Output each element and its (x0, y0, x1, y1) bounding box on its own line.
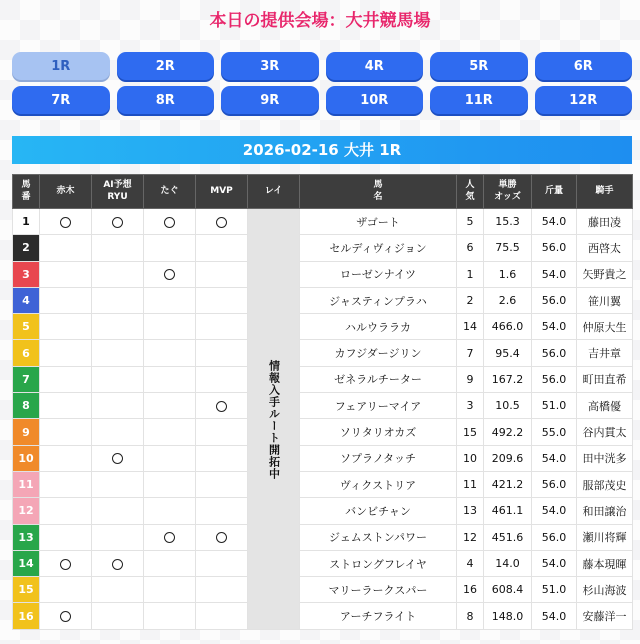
win-odds: 95.4 (484, 340, 532, 366)
popularity: 4 (457, 550, 484, 576)
circle-mark-icon (112, 559, 123, 570)
win-odds: 421.2 (484, 471, 532, 497)
win-odds: 148.0 (484, 603, 532, 629)
horse-name: ザゴート (300, 209, 457, 235)
col-header-horse: 馬 名 (300, 175, 457, 209)
popularity: 13 (457, 498, 484, 524)
col-header-mvp: MVP (196, 175, 248, 209)
horse-number: 10 (13, 445, 40, 471)
jockey-name: 谷内貫太 (577, 419, 633, 445)
horse-name: カフジダージリン (300, 340, 457, 366)
win-odds: 2.6 (484, 287, 532, 313)
race-button-2r[interactable]: 2R (117, 52, 215, 80)
popularity: 7 (457, 340, 484, 366)
table-row (13, 471, 633, 497)
rei-note: 情報入手ルート開拓中 (248, 209, 300, 630)
race-row (12, 86, 632, 114)
circle-mark-icon (112, 453, 123, 464)
mark-tagu (144, 261, 196, 287)
circle-mark-icon (60, 559, 71, 570)
race-button-10r[interactable]: 10R (326, 86, 424, 114)
weight: 54.0 (532, 603, 577, 629)
mark-akagi (40, 419, 92, 445)
col-header-jockey: 騎手 (577, 175, 633, 209)
jockey-name: 瀬川将輝 (577, 524, 633, 550)
mark-ai (92, 445, 144, 471)
race-button-9r[interactable]: 9R (221, 86, 319, 114)
horse-number: 6 (13, 340, 40, 366)
win-odds: 75.5 (484, 235, 532, 261)
table-row (13, 287, 633, 313)
horse-name: ジェムストンパワー (300, 524, 457, 550)
jockey-name: 矢野貴之 (577, 261, 633, 287)
race-button-8r[interactable]: 8R (117, 86, 215, 114)
weight: 51.0 (532, 577, 577, 603)
popularity: 10 (457, 445, 484, 471)
race-button-5r[interactable]: 5R (430, 52, 528, 80)
horse-number: 2 (13, 235, 40, 261)
popularity: 8 (457, 603, 484, 629)
popularity: 6 (457, 235, 484, 261)
venue-title: 本日の提供会場：大井競馬場 (209, 11, 431, 31)
mark-ai (92, 419, 144, 445)
col-header-ai: AI予想 RYU (92, 175, 144, 209)
mark-ai (92, 524, 144, 550)
mark-tagu (144, 366, 196, 392)
mark-mvp (196, 524, 248, 550)
mark-ai (92, 498, 144, 524)
mark-tagu (144, 340, 196, 366)
circle-mark-icon (112, 217, 123, 228)
table-row (13, 419, 633, 445)
popularity: 14 (457, 314, 484, 340)
weight: 56.0 (532, 287, 577, 313)
col-header-weight: 斤量 (532, 175, 577, 209)
col-header-popularity: 人 気 (457, 175, 484, 209)
mark-ai (92, 340, 144, 366)
mark-mvp (196, 498, 248, 524)
horse-name: セルディヴィジョン (300, 235, 457, 261)
circle-mark-icon (216, 532, 227, 543)
jockey-name: 杉山海波 (577, 577, 633, 603)
mark-akagi (40, 287, 92, 313)
win-odds: 209.6 (484, 445, 532, 471)
mark-akagi (40, 550, 92, 576)
popularity: 9 (457, 366, 484, 392)
mark-akagi (40, 393, 92, 419)
mark-mvp (196, 340, 248, 366)
horse-number: 14 (13, 550, 40, 576)
weight: 56.0 (532, 235, 577, 261)
win-odds: 167.2 (484, 366, 532, 392)
mark-ai (92, 235, 144, 261)
race-button-11r[interactable]: 11R (430, 86, 528, 114)
mark-tagu (144, 235, 196, 261)
mark-akagi (40, 498, 92, 524)
circle-mark-icon (164, 269, 175, 280)
horse-name: マリーラークスパー (300, 577, 457, 603)
jockey-name: 吉井章 (577, 340, 633, 366)
win-odds: 15.3 (484, 209, 532, 235)
race-selector (12, 52, 632, 120)
horse-number: 13 (13, 524, 40, 550)
horse-name: ソプラノタッチ (300, 445, 457, 471)
horse-name: ヴィクストリア (300, 471, 457, 497)
weight: 56.0 (532, 340, 577, 366)
mark-tagu (144, 209, 196, 235)
popularity: 2 (457, 287, 484, 313)
mark-mvp (196, 419, 248, 445)
circle-mark-icon (216, 217, 227, 228)
popularity: 11 (457, 471, 484, 497)
table-row (13, 550, 633, 576)
mark-mvp (196, 445, 248, 471)
horse-number: 3 (13, 261, 40, 287)
horse-name: アーチフライト (300, 603, 457, 629)
mark-tagu (144, 603, 196, 629)
win-odds: 14.0 (484, 550, 532, 576)
horse-number: 9 (13, 419, 40, 445)
jockey-name: 藤田凌 (577, 209, 633, 235)
horse-number: 7 (13, 366, 40, 392)
mark-ai (92, 550, 144, 576)
horse-name: フェアリーマイア (300, 393, 457, 419)
win-odds: 466.0 (484, 314, 532, 340)
jockey-name: 服部茂史 (577, 471, 633, 497)
mark-tagu (144, 393, 196, 419)
weight: 55.0 (532, 419, 577, 445)
race-button-3r[interactable]: 3R (221, 52, 319, 80)
col-header-akagi: 赤木 (40, 175, 92, 209)
weight: 54.0 (532, 445, 577, 471)
mark-ai (92, 471, 144, 497)
mark-akagi (40, 340, 92, 366)
circle-mark-icon (164, 217, 175, 228)
table-body (13, 209, 633, 630)
popularity: 1 (457, 261, 484, 287)
mark-tagu (144, 550, 196, 576)
horse-name: ソリタリオカズ (300, 419, 457, 445)
horse-name: ゼネラルチーター (300, 366, 457, 392)
horse-number: 11 (13, 471, 40, 497)
mark-ai (92, 287, 144, 313)
weight: 54.0 (532, 261, 577, 287)
mark-tagu (144, 498, 196, 524)
horse-number: 15 (13, 577, 40, 603)
mark-akagi (40, 235, 92, 261)
circle-mark-icon (216, 401, 227, 412)
table-row (13, 603, 633, 629)
mark-ai (92, 209, 144, 235)
mark-tagu (144, 524, 196, 550)
jockey-name: 藤本現暉 (577, 550, 633, 576)
entries-table (12, 174, 633, 630)
mark-akagi (40, 261, 92, 287)
mark-tagu (144, 471, 196, 497)
mark-akagi (40, 209, 92, 235)
table-row (13, 498, 633, 524)
horse-name: ローゼンナイツ (300, 261, 457, 287)
col-header-rei: レイ (248, 175, 300, 209)
table-row (13, 366, 633, 392)
mark-akagi (40, 366, 92, 392)
weight: 56.0 (532, 524, 577, 550)
jockey-name: 安藤洋一 (577, 603, 633, 629)
mark-mvp (196, 287, 248, 313)
race-title: 2026-02-16 大井 1R (12, 136, 632, 164)
weight: 54.0 (532, 498, 577, 524)
horse-number: 4 (13, 287, 40, 313)
col-header-odds: 単勝 オッズ (484, 175, 532, 209)
jockey-name: 田中洸多 (577, 445, 633, 471)
mark-mvp (196, 550, 248, 576)
mark-akagi (40, 524, 92, 550)
horse-number: 8 (13, 393, 40, 419)
table-row (13, 314, 633, 340)
mark-tagu (144, 577, 196, 603)
mark-akagi (40, 314, 92, 340)
horse-name: バンビチャン (300, 498, 457, 524)
weight: 54.0 (532, 314, 577, 340)
race-button-1r[interactable]: 1R (12, 52, 110, 80)
weight: 54.0 (532, 550, 577, 576)
table-row (13, 524, 633, 550)
mark-tagu (144, 314, 196, 340)
mark-akagi (40, 445, 92, 471)
mark-mvp (196, 209, 248, 235)
horse-name: ストロングフレイヤ (300, 550, 457, 576)
table-header (13, 175, 633, 209)
horse-number: 5 (13, 314, 40, 340)
jockey-name: 町田直希 (577, 366, 633, 392)
mark-ai (92, 314, 144, 340)
jockey-name: 高橋優 (577, 393, 633, 419)
circle-mark-icon (60, 611, 71, 622)
jockey-name: 仲原大生 (577, 314, 633, 340)
mark-mvp (196, 577, 248, 603)
table-row (13, 445, 633, 471)
win-odds: 10.5 (484, 393, 532, 419)
popularity: 5 (457, 209, 484, 235)
jockey-name: 西啓太 (577, 235, 633, 261)
mark-mvp (196, 261, 248, 287)
popularity: 3 (457, 393, 484, 419)
mark-tagu (144, 445, 196, 471)
table-row (13, 261, 633, 287)
circle-mark-icon (60, 217, 71, 228)
mark-akagi (40, 577, 92, 603)
mark-akagi (40, 603, 92, 629)
weight: 56.0 (532, 366, 577, 392)
table-row (13, 577, 633, 603)
col-header-tagu: たぐ (144, 175, 196, 209)
popularity: 12 (457, 524, 484, 550)
win-odds: 451.6 (484, 524, 532, 550)
horse-number: 12 (13, 498, 40, 524)
race-button-4r[interactable]: 4R (326, 52, 424, 80)
mark-mvp (196, 603, 248, 629)
weight: 54.0 (532, 209, 577, 235)
table-row (13, 209, 633, 235)
horse-name: ハルウララカ (300, 314, 457, 340)
horse-number: 1 (13, 209, 40, 235)
weight: 51.0 (532, 393, 577, 419)
mark-mvp (196, 235, 248, 261)
horse-number: 16 (13, 603, 40, 629)
mark-mvp (196, 393, 248, 419)
win-odds: 461.1 (484, 498, 532, 524)
mark-mvp (196, 314, 248, 340)
race-button-12r[interactable]: 12R (535, 86, 633, 114)
win-odds: 492.2 (484, 419, 532, 445)
jockey-name: 笹川翼 (577, 287, 633, 313)
col-header-num: 馬 番 (13, 175, 40, 209)
mark-mvp (196, 471, 248, 497)
table-row (13, 393, 633, 419)
mark-ai (92, 577, 144, 603)
weight: 56.0 (532, 471, 577, 497)
circle-mark-icon (164, 532, 175, 543)
mark-ai (92, 393, 144, 419)
horse-name: ジャスティンプラハ (300, 287, 457, 313)
mark-tagu (144, 287, 196, 313)
mark-tagu (144, 419, 196, 445)
mark-ai (92, 603, 144, 629)
table-row (13, 340, 633, 366)
popularity: 16 (457, 577, 484, 603)
popularity: 15 (457, 419, 484, 445)
race-button-7r[interactable]: 7R (12, 86, 110, 114)
jockey-name: 和田譲治 (577, 498, 633, 524)
mark-akagi (40, 471, 92, 497)
win-odds: 1.6 (484, 261, 532, 287)
race-button-6r[interactable]: 6R (535, 52, 633, 80)
mark-ai (92, 261, 144, 287)
race-row (12, 52, 632, 80)
mark-mvp (196, 366, 248, 392)
win-odds: 608.4 (484, 577, 532, 603)
mark-ai (92, 366, 144, 392)
table-row (13, 235, 633, 261)
